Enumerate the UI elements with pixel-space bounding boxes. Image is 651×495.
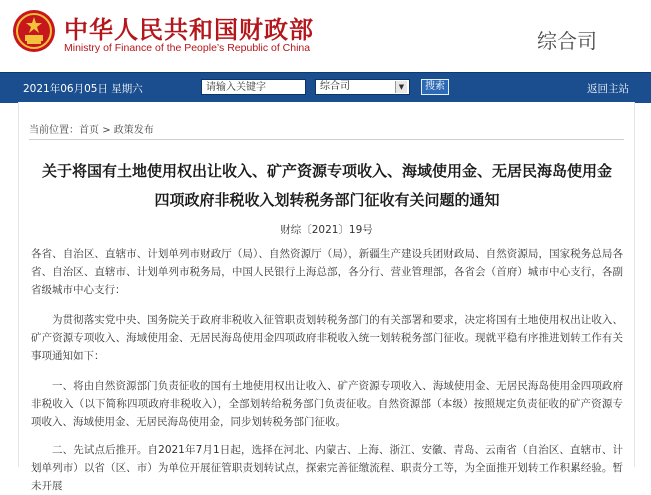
breadcrumb-separator: >: [102, 125, 111, 136]
article-paragraph: 各省、自治区、直辖市、计划单列市财政厅（局）、自然资源厅（局），新疆生产建设兵团财政局、自然资源局，国家税务总局各省、自治区、直辖市、计划单列市税务局，中国人民银行上海总部，各分行、营业管理部，各省会（首府）城市中心支行，各副省级城市中心支行：: [31, 248, 623, 296]
current-date: 2021年06月05日 星期六: [23, 83, 143, 95]
article-paragraph: 一、将由自然资源部门负责征收的国有土地使用权出让收入、矿产资源专项收入、海域使用金、无居民海岛使用金四项政府非税收入（以下简称四项政府非税收入），全部划转给税务部门负责征收。自然资源部（本级）按照规定负责征收的矿产资源专项收入、海域使用金、无居民海岛使用金，同步划转税务部门征收。: [31, 380, 623, 428]
article-paragraph: 为贯彻落实党中央、国务院关于政府非税收入征管职责划转税务部门的有关部署和要求，决定将国有土地使用权出让收入、矿产资源专项收入、海域使用金、无居民海岛使用金四项政府非税收入统一划转税务部门征收。现就平稳有序推进划转工作有关事项通知如下：: [31, 314, 623, 362]
site-title-cn: 中华人民共和国财政部: [64, 16, 314, 44]
scope-select-value: 综合司: [320, 81, 350, 92]
article-paragraph: 二、先试点后推开。自2021年7月1日起，选择在河北、内蒙古、上海、浙江、安徽、青岛、云南省（自治区、直辖市、计划单列市）以省（区、市）为单位开展征管职责划转试点，探索完善征缴流程、职责分工等，为全面推开划转工作积累经验。暂未开展: [31, 444, 623, 492]
article-container: [18, 102, 635, 492]
breadcrumb-home-link[interactable]: 首页: [79, 125, 99, 136]
breadcrumb-prefix: 当前位置：: [29, 125, 79, 136]
breadcrumb: [29, 121, 154, 136]
back-to-main-link[interactable]: 返回主站: [587, 83, 629, 95]
scope-select[interactable]: [315, 79, 410, 95]
chevron-down-icon: ▼: [395, 81, 407, 93]
breadcrumb-section-link[interactable]: 政策发布: [113, 125, 154, 136]
department-name: 综合司: [537, 29, 597, 53]
article-title: 关于将国有土地使用权出让收入、矿产资源专项收入、海域使用金、无居民海岛使用金四项政府非税收入划转税务部门征收有关问题的通知: [41, 162, 612, 209]
search-input[interactable]: [201, 79, 306, 95]
national-emblem-icon: [12, 9, 56, 53]
site-title-en: Ministry of Finance of the People’s Republic of China: [64, 42, 311, 54]
site-header: [0, 0, 651, 70]
document-number: 财综〔2021〕19号: [280, 224, 373, 236]
search-button[interactable]: 搜索: [421, 79, 449, 95]
top-navbar: [0, 72, 651, 103]
breadcrumb-divider: [29, 139, 624, 140]
